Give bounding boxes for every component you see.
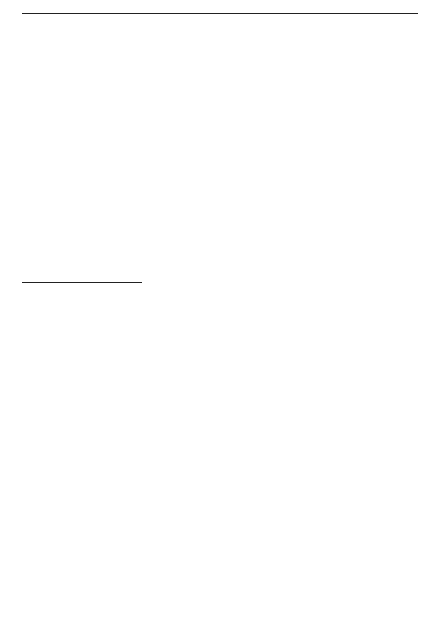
footnote-author-bio — [22, 300, 418, 308]
keywords-cn — [22, 102, 418, 111]
affiliations-cn — [22, 72, 418, 80]
intro-paragraph — [22, 256, 418, 276]
title-en — [38, 125, 402, 155]
section-heading — [22, 241, 418, 252]
title-cn — [22, 32, 418, 47]
abstract-en — [22, 209, 418, 219]
header-rule — [22, 13, 418, 14]
affiliations-en — [30, 177, 410, 201]
footnote-received — [22, 285, 418, 293]
abstract-cn — [22, 88, 418, 98]
footnote-rule — [22, 282, 142, 283]
footnote-block — [22, 285, 418, 308]
authors-en — [22, 161, 418, 171]
authors-cn — [22, 55, 418, 66]
keywords-en — [22, 222, 418, 231]
footnote-funding — [22, 293, 418, 301]
